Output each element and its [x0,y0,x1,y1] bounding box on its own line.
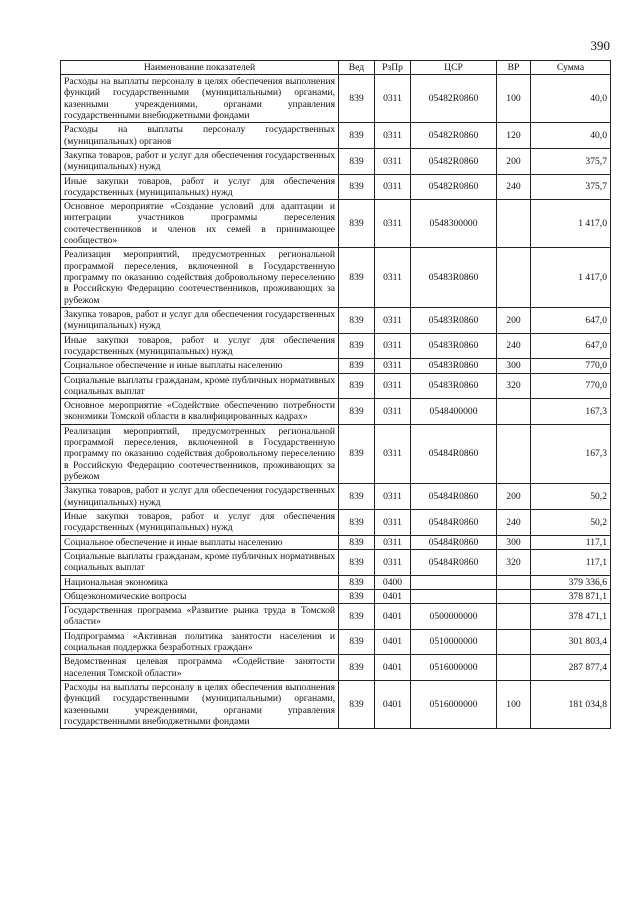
cell-name: Расходы на выплаты персоналу в целях обеспечения выполнения функций государственными (муниципальными) органами, казенными учреждениями, органами управления государственными внебюджетными фондами [61,681,339,729]
page-number: 390 [590,38,610,53]
cell-csr: 0510000000 [411,629,497,655]
budget-table [60,60,611,729]
cell-sum: 1 417,0 [531,200,611,248]
cell-sum: 375,7 [531,174,611,200]
cell-ved: 839 [339,123,375,149]
cell-sum: 50,2 [531,484,611,510]
table-row [61,549,611,575]
cell-sum: 50,2 [531,509,611,535]
cell-rzpr: 0401 [375,604,411,630]
cell-name: Расходы на выплаты персоналу в целях обеспечения выполнения функций государственными (муниципальными) органами, казенными учреждениями, органами управления государственными внебюджетными фондами [61,75,339,123]
cell-name: Реализация мероприятий, предусмотренных региональной программой переселения, включенной в Государственную программу по оказанию содействия добровольному переселению в Российскую Федерацию соотечественников, проживающих за рубежом [61,248,339,308]
cell-vr [497,424,531,484]
table-row [61,174,611,200]
cell-name: Основное мероприятие «Содействие обеспечению потребности экономики Томской области в квалифицированных кадрах» [61,399,339,425]
table-row [61,655,611,681]
cell-rzpr: 0311 [375,248,411,308]
cell-csr: 05484R0860 [411,484,497,510]
cell-rzpr: 0311 [375,399,411,425]
cell-ved: 839 [339,604,375,630]
cell-ved: 839 [339,75,375,123]
cell-vr [497,200,531,248]
cell-rzpr: 0311 [375,373,411,399]
cell-sum: 167,3 [531,399,611,425]
cell-csr: 05484R0860 [411,549,497,575]
cell-vr: 200 [497,484,531,510]
cell-ved: 839 [339,359,375,373]
cell-rzpr: 0311 [375,484,411,510]
cell-name: Иные закупки товаров, работ и услуг для обеспечения государственных (муниципальных) нужд [61,333,339,359]
table-row [61,373,611,399]
cell-rzpr: 0311 [375,359,411,373]
header-name: Наименование показателей [61,61,339,75]
cell-name: Реализация мероприятий, предусмотренных региональной программой переселения, включенной в Государственную программу по оказанию содействия добровольному переселению в Российскую Федерацию соотечественников, проживающих за рубежом [61,424,339,484]
cell-vr [497,248,531,308]
cell-csr: 05482R0860 [411,75,497,123]
cell-name: Социальные выплаты гражданам, кроме публичных нормативных социальных выплат [61,373,339,399]
cell-csr: 0548300000 [411,200,497,248]
cell-rzpr: 0311 [375,75,411,123]
cell-vr [497,655,531,681]
cell-vr: 300 [497,359,531,373]
cell-ved: 839 [339,509,375,535]
cell-csr: 0516000000 [411,655,497,681]
header-vr: ВР [497,61,531,75]
cell-vr: 100 [497,75,531,123]
cell-csr [411,575,497,589]
table-row [61,589,611,603]
cell-sum: 647,0 [531,307,611,333]
cell-vr: 240 [497,509,531,535]
header-csr: ЦСР [411,61,497,75]
cell-ved: 839 [339,589,375,603]
cell-rzpr: 0401 [375,589,411,603]
cell-ved: 839 [339,681,375,729]
cell-csr [411,589,497,603]
cell-ved: 839 [339,399,375,425]
cell-name: Расходы на выплаты персоналу государственных (муниципальных) органов [61,123,339,149]
cell-sum: 181 034,8 [531,681,611,729]
cell-ved: 839 [339,148,375,174]
table-row [61,200,611,248]
header-ved: Вед [339,61,375,75]
table-row [61,307,611,333]
cell-rzpr: 0311 [375,148,411,174]
cell-vr [497,399,531,425]
cell-ved: 839 [339,629,375,655]
cell-csr: 0500000000 [411,604,497,630]
table-row [61,123,611,149]
cell-rzpr: 0311 [375,535,411,549]
cell-ved: 839 [339,575,375,589]
cell-csr: 05482R0860 [411,148,497,174]
cell-rzpr: 0401 [375,655,411,681]
table-row [61,333,611,359]
cell-sum: 117,1 [531,535,611,549]
table-row [61,359,611,373]
cell-rzpr: 0311 [375,424,411,484]
cell-ved: 839 [339,333,375,359]
table-row [61,399,611,425]
cell-name: Закупка товаров, работ и услуг для обеспечения государственных (муниципальных) нужд [61,148,339,174]
cell-name: Государственная программа «Развитие рынка труда в Томской области» [61,604,339,630]
cell-csr: 05482R0860 [411,123,497,149]
cell-rzpr: 0400 [375,575,411,589]
cell-sum: 375,7 [531,148,611,174]
cell-name: Подпрограмма «Активная политика занятости населения и социальная поддержка безработных граждан» [61,629,339,655]
cell-vr: 320 [497,549,531,575]
table-row [61,248,611,308]
cell-rzpr: 0311 [375,509,411,535]
table-row [61,535,611,549]
cell-name: Иные закупки товаров, работ и услуг для обеспечения государственных (муниципальных) нужд [61,509,339,535]
cell-vr: 240 [497,333,531,359]
cell-csr: 05483R0860 [411,359,497,373]
cell-sum: 378 471,1 [531,604,611,630]
table-row [61,424,611,484]
cell-rzpr: 0311 [375,307,411,333]
cell-sum: 378 871,1 [531,589,611,603]
cell-csr: 05483R0860 [411,373,497,399]
table-row [61,604,611,630]
cell-name: Общеэкономические вопросы [61,589,339,603]
cell-rzpr: 0311 [375,333,411,359]
table-row [61,148,611,174]
cell-rzpr: 0311 [375,123,411,149]
cell-sum: 770,0 [531,373,611,399]
cell-csr: 0548400000 [411,399,497,425]
cell-vr: 320 [497,373,531,399]
cell-name: Основное мероприятие «Создание условий для адаптации и интеграции участников программы переселения соотечественников и членов их семей в принимающее сообщество» [61,200,339,248]
table-header-row [61,61,611,75]
cell-vr: 240 [497,174,531,200]
table-row [61,509,611,535]
cell-csr: 05483R0860 [411,307,497,333]
table-row [61,484,611,510]
table-row [61,629,611,655]
cell-name: Национальная экономика [61,575,339,589]
table-row [61,575,611,589]
cell-name: Закупка товаров, работ и услуг для обеспечения государственных (муниципальных) нужд [61,307,339,333]
cell-rzpr: 0401 [375,629,411,655]
cell-ved: 839 [339,484,375,510]
cell-csr: 05484R0860 [411,509,497,535]
cell-ved: 839 [339,200,375,248]
cell-csr: 05482R0860 [411,174,497,200]
cell-vr: 200 [497,307,531,333]
cell-vr [497,575,531,589]
table-row [61,681,611,729]
cell-vr: 100 [497,681,531,729]
cell-ved: 839 [339,535,375,549]
cell-sum: 770,0 [531,359,611,373]
cell-rzpr: 0311 [375,174,411,200]
cell-name: Закупка товаров, работ и услуг для обеспечения государственных (муниципальных) нужд [61,484,339,510]
cell-vr: 120 [497,123,531,149]
cell-sum: 167,3 [531,424,611,484]
cell-sum: 40,0 [531,75,611,123]
cell-sum: 287 877,4 [531,655,611,681]
cell-ved: 839 [339,174,375,200]
cell-csr: 05484R0860 [411,535,497,549]
cell-ved: 839 [339,373,375,399]
cell-rzpr: 0401 [375,681,411,729]
cell-ved: 839 [339,655,375,681]
cell-name: Социальное обеспечение и иные выплаты населению [61,359,339,373]
cell-rzpr: 0311 [375,549,411,575]
cell-ved: 839 [339,424,375,484]
cell-sum: 117,1 [531,549,611,575]
cell-name: Иные закупки товаров, работ и услуг для обеспечения государственных (муниципальных) нужд [61,174,339,200]
cell-csr: 05484R0860 [411,424,497,484]
cell-rzpr: 0311 [375,200,411,248]
cell-vr [497,604,531,630]
header-rzpr: РзПр [375,61,411,75]
cell-ved: 839 [339,248,375,308]
cell-vr [497,589,531,603]
cell-ved: 839 [339,307,375,333]
cell-sum: 647,0 [531,333,611,359]
cell-csr: 05483R0860 [411,248,497,308]
cell-csr: 0516000000 [411,681,497,729]
cell-name: Социальные выплаты гражданам, кроме публичных нормативных социальных выплат [61,549,339,575]
header-sum: Сумма [531,61,611,75]
cell-csr: 05483R0860 [411,333,497,359]
cell-name: Социальное обеспечение и иные выплаты населению [61,535,339,549]
table-row [61,75,611,123]
cell-name: Ведомственная целевая программа «Содействие занятости населения Томской области» [61,655,339,681]
cell-sum: 379 336,6 [531,575,611,589]
cell-vr [497,629,531,655]
cell-vr: 200 [497,148,531,174]
cell-sum: 1 417,0 [531,248,611,308]
cell-sum: 40,0 [531,123,611,149]
cell-ved: 839 [339,549,375,575]
cell-vr: 300 [497,535,531,549]
cell-sum: 301 803,4 [531,629,611,655]
